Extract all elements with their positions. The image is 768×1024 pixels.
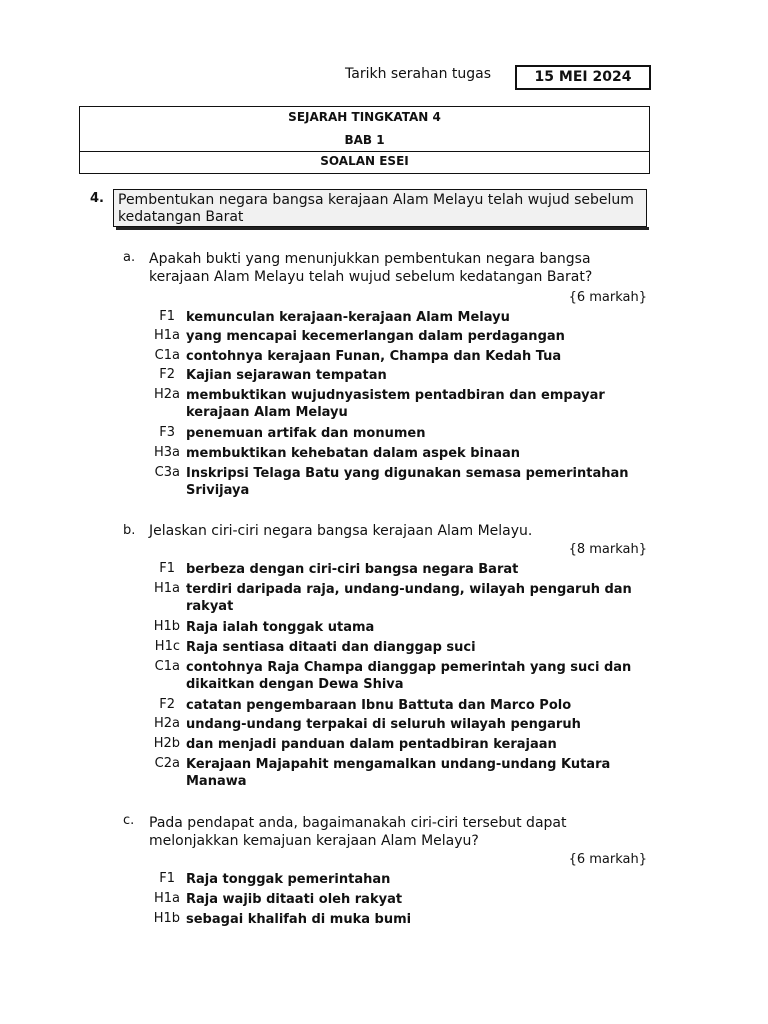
answer-text: dan menjadi panduan dalam pentadbiran kerajaan — [186, 737, 557, 752]
answer-code: F1 — [159, 309, 175, 324]
answer-text: contohnya Raja Champa dianggap pemerintah yang suci dan dikaitkan dengan Dewa Shiva — [186, 660, 632, 692]
answer-text: berbeza dengan ciri-ciri bangsa negara Barat — [186, 562, 519, 577]
answer-text: undang-undang terpakai di seluruh wilayah pengaruh — [186, 717, 581, 732]
answer-text: Raja sentiasa ditaati dan dianggap suci — [186, 640, 476, 655]
part-b-letter: b. — [123, 523, 136, 538]
answer-code: H1a — [153, 891, 180, 906]
answer-text: membuktikan wujudnyasistem pentadbiran dan empayar kerajaan Alam Melayu — [186, 388, 605, 420]
part-a-marks: {6 markah} — [568, 290, 647, 305]
question-text-box: Pembentukan negara bangsa kerajaan Alam Melayu telah wujud sebelum kedatangan Barat — [113, 189, 647, 227]
answer-code: F3 — [159, 425, 175, 440]
section-title: SOALAN ESEI — [320, 154, 409, 168]
answer-code: C2a — [154, 756, 180, 771]
title-box — [79, 106, 650, 174]
answer-code: H2a — [153, 387, 180, 402]
answer-code: H1c — [154, 639, 180, 654]
question-box-shadow — [116, 227, 649, 230]
answer-code: H3a — [153, 445, 180, 460]
answer-text: catatan pengembaraan Ibnu Battuta dan Marco Polo — [186, 698, 572, 713]
answer-text: Kerajaan Majapahit mengamalkan undang-undang Kutara Manawa — [186, 757, 611, 789]
answer-code: H1a — [153, 581, 180, 596]
answer-code: C3a — [154, 465, 180, 480]
question-number: 4. — [90, 191, 104, 206]
answer-code: H1b — [153, 619, 180, 634]
answer-code: F1 — [159, 561, 175, 576]
part-b-question: Jelaskan ciri-ciri negara bangsa kerajaan Alam Melayu. — [149, 523, 533, 539]
submission-date-value: 15 MEI 2024 — [515, 65, 651, 90]
part-c-marks: {6 markah} — [568, 852, 647, 867]
answer-code: C1a — [154, 348, 180, 363]
answer-text: sebagai khalifah di muka bumi — [186, 912, 412, 927]
part-a-question: Apakah bukti yang menunjukkan pembentukan negara bangsa kerajaan Alam Melayu telah wujud sebelum kedatangan Barat? — [149, 251, 593, 285]
part-b-marks: {8 markah} — [568, 542, 647, 557]
part-c-question: Pada pendapat anda, bagaimanakah ciri-ciri tersebut dapat melonjakkan kemajuan kerajaan Alam Melayu? — [149, 815, 567, 849]
answer-text: Raja ialah tonggak utama — [186, 620, 375, 635]
header-divider — [80, 151, 649, 152]
answer-code: F2 — [159, 367, 175, 382]
answer-text: terdiri daripada raja, undang-undang, wilayah pengaruh dan rakyat — [186, 582, 632, 614]
part-c-letter: c. — [123, 813, 135, 828]
answer-code: H1b — [153, 911, 180, 926]
answer-code: F2 — [159, 697, 175, 712]
chapter-title: BAB 1 — [344, 133, 385, 147]
answer-text: kemunculan kerajaan-kerajaan Alam Melayu — [186, 310, 510, 325]
answer-code: C1a — [154, 659, 180, 674]
answer-text: Inskripsi Telaga Batu yang digunakan semasa pemerintahan Srivijaya — [186, 466, 629, 498]
answer-code: H2a — [153, 716, 180, 731]
answer-code: H2b — [153, 736, 180, 751]
subject-title: SEJARAH TINGKATAN 4 — [288, 110, 441, 124]
answer-code: H1a — [153, 328, 180, 343]
answer-text: membuktikan kehebatan dalam aspek binaan — [186, 446, 521, 461]
answer-text: yang mencapai kecemerlangan dalam perdagangan — [186, 329, 565, 344]
part-a-letter: a. — [123, 250, 136, 265]
answer-text: Kajian sejarawan tempatan — [186, 368, 387, 383]
answer-text: contohnya kerajaan Funan, Champa dan Kedah Tua — [186, 349, 562, 364]
answer-text: Raja tonggak pemerintahan — [186, 872, 391, 887]
answer-text: penemuan artifak dan monumen — [186, 426, 426, 441]
answer-text: Raja wajib ditaati oleh rakyat — [186, 892, 403, 907]
answer-code: F1 — [159, 871, 175, 886]
submission-date-label: Tarikh serahan tugas — [345, 66, 492, 82]
